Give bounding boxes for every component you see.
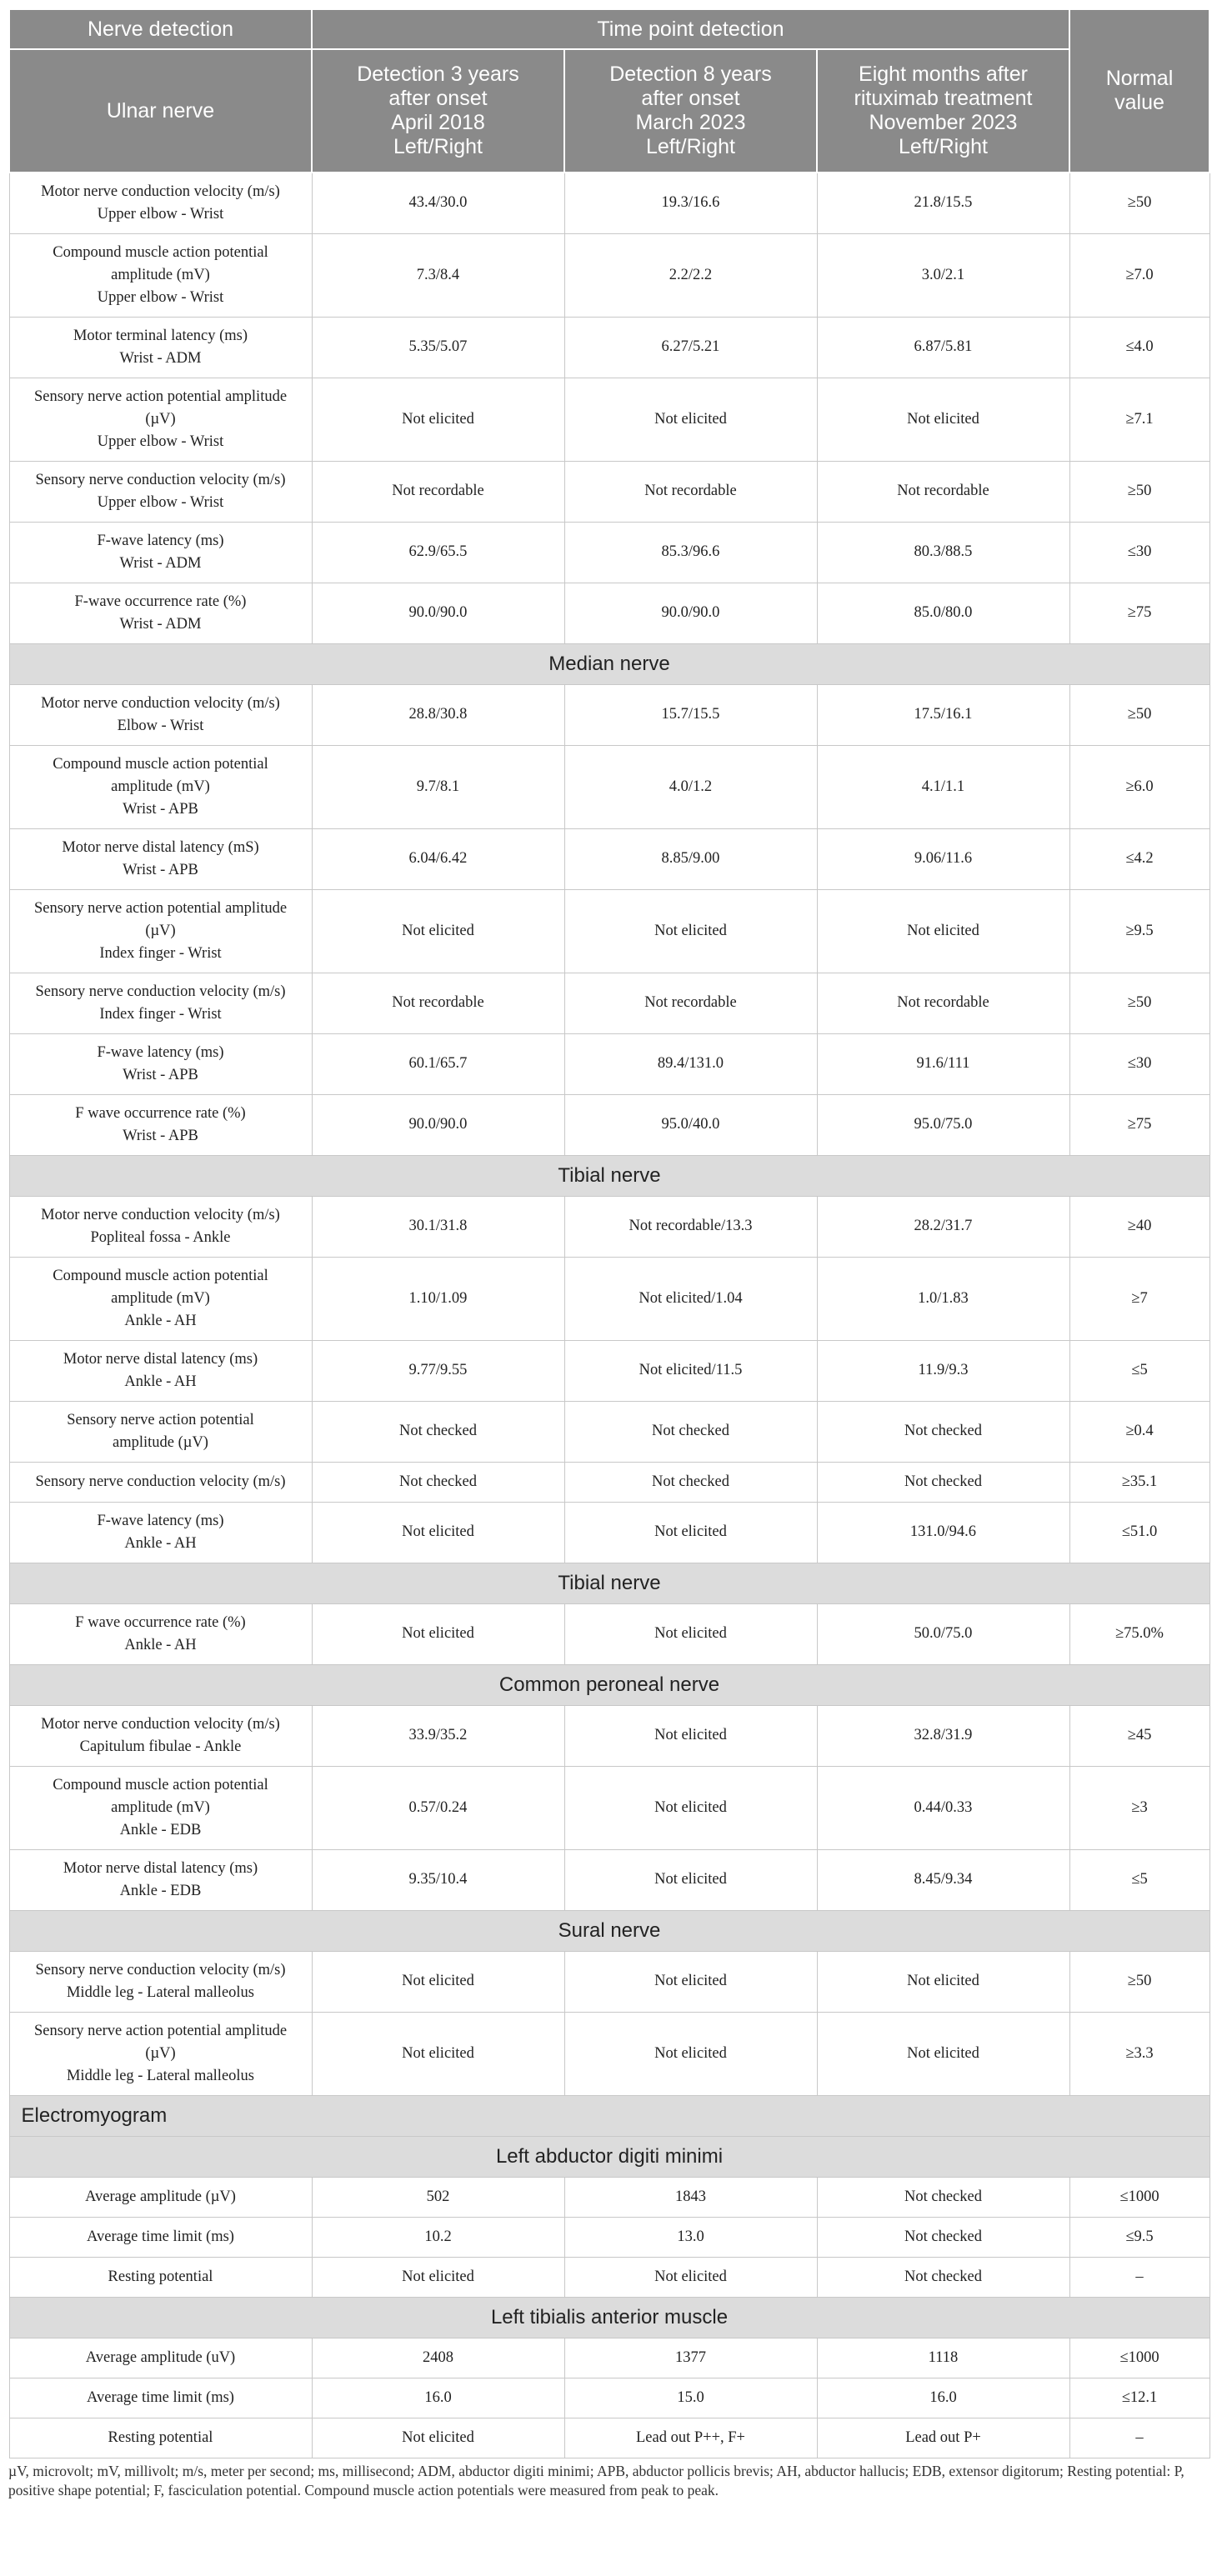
measurement-value: 60.1/65.7 — [312, 1033, 564, 1094]
parameter-label-line: F-wave latency (ms) — [97, 532, 224, 549]
parameter-label-line: Popliteal fossa - Ankle — [90, 1228, 231, 1246]
normal-value-header — [1069, 9, 1209, 173]
parameter-label-line: Wrist - APB — [123, 1127, 198, 1144]
measurement-value: 28.2/31.7 — [817, 1196, 1069, 1257]
parameter-label-line: Sensory nerve action potential — [67, 1411, 254, 1428]
parameter-label-line: (µV) — [145, 2044, 176, 2062]
measurement-value: Not recordable — [564, 461, 817, 522]
measurement-value: Not elicited — [564, 2012, 817, 2095]
measurement-value: Not elicited — [564, 1603, 817, 1664]
normal-value: ≥7.1 — [1069, 378, 1209, 461]
parameter-label — [9, 2418, 312, 2458]
measurement-value: 9.7/8.1 — [312, 745, 564, 828]
measurement-value: 9.06/11.6 — [817, 828, 1069, 889]
parameter-label-line: Elbow - Wrist — [117, 717, 204, 734]
measurement-value: Not elicited — [817, 889, 1069, 973]
parameter-label-line: amplitude (mV) — [111, 1798, 210, 1816]
parameter-label-line: Sensory nerve action potential amplitude — [33, 388, 288, 405]
parameter-label-line: Wrist - APB — [123, 1066, 198, 1083]
parameter-label — [9, 2338, 312, 2378]
measurement-value: 80.3/88.5 — [817, 522, 1069, 583]
parameter-label-line: Resting potential — [108, 2268, 213, 2285]
column-header-line: rituximab treatment — [854, 87, 1033, 110]
measurement-value: Not checked — [312, 1401, 564, 1462]
parameter-label-line: amplitude (mV) — [111, 778, 210, 795]
normal-value: ≥0.4 — [1069, 1401, 1209, 1462]
measurement-value: Not checked — [564, 1462, 817, 1502]
parameter-label-line: Motor nerve conduction velocity (m/s) — [41, 1715, 280, 1733]
parameter-label-line: Sensory nerve action potential amplitude — [33, 899, 288, 917]
column-header-line: Left/Right — [645, 135, 735, 158]
parameter-label — [9, 1705, 312, 1766]
normal-value: ≥35.1 — [1069, 1462, 1209, 1502]
table-row — [9, 1849, 1209, 1910]
normal-value: ≥3 — [1069, 1766, 1209, 1849]
normal-value: ≥7 — [1069, 1257, 1209, 1340]
parameter-label-line: Sensory nerve conduction velocity (m/s) — [35, 1473, 286, 1490]
parameter-label-line: Ankle - EDB — [119, 1821, 202, 1838]
normal-value: ≤30 — [1069, 1033, 1209, 1094]
section-header-row — [9, 1664, 1209, 1705]
measurement-value: 1377 — [564, 2338, 817, 2378]
parameter-label-line: Average amplitude (µV) — [85, 2188, 236, 2205]
table-row — [9, 173, 1209, 233]
parameter-label-line: (µV) — [145, 922, 176, 939]
parameter-label — [9, 1849, 312, 1910]
measurement-value: 3.0/2.1 — [817, 233, 1069, 317]
parameter-label-line: Sensory nerve conduction velocity (m/s) — [35, 471, 286, 488]
time-point-detection-header: Time point detection — [312, 9, 1069, 49]
measurement-value: 62.9/65.5 — [312, 522, 564, 583]
measurement-value: Not checked — [564, 1401, 817, 1462]
measurement-value: 0.44/0.33 — [817, 1766, 1069, 1849]
measurement-value: 9.35/10.4 — [312, 1849, 564, 1910]
parameter-label-line: F wave occurrence rate (%) — [75, 1104, 246, 1122]
parameter-label-line: amplitude (µV) — [113, 1433, 208, 1451]
first-section-header: Ulnar nerve — [9, 49, 312, 173]
measurement-value: 85.0/80.0 — [817, 583, 1069, 643]
parameter-label-line: Average time limit (ms) — [87, 2388, 234, 2406]
parameter-label — [9, 173, 312, 233]
measurement-value: 91.6/111 — [817, 1033, 1069, 1094]
measurement-value: Not recordable — [817, 461, 1069, 522]
measurement-value: Not checked — [817, 2177, 1069, 2217]
table-row — [9, 1603, 1209, 1664]
table-row — [9, 828, 1209, 889]
normal-value: – — [1069, 2257, 1209, 2297]
section-title: Electromyogram — [9, 2095, 1209, 2136]
normal-value-line: value — [1114, 91, 1164, 114]
table-row — [9, 2257, 1209, 2297]
parameter-label-line: Ankle - AH — [124, 1373, 197, 1390]
parameter-label-line: Wrist - APB — [123, 800, 198, 818]
measurement-value: 19.3/16.6 — [564, 173, 817, 233]
measurement-value: 16.0 — [312, 2378, 564, 2418]
table-row — [9, 317, 1209, 378]
parameter-label-line: Compound muscle action potential — [53, 755, 268, 773]
table-row — [9, 1951, 1209, 2012]
normal-value: ≥50 — [1069, 461, 1209, 522]
nerve-conduction-table — [8, 8, 1210, 2458]
measurement-value: 21.8/15.5 — [817, 173, 1069, 233]
parameter-label — [9, 828, 312, 889]
measurement-value: Not elicited — [564, 889, 817, 973]
parameter-label — [9, 1257, 312, 1340]
normal-value: ≥75 — [1069, 1094, 1209, 1155]
table-row — [9, 1462, 1209, 1502]
measurement-value: 8.85/9.00 — [564, 828, 817, 889]
nerve-detection-header: Nerve detection — [9, 9, 312, 49]
parameter-label — [9, 2012, 312, 2095]
normal-value: ≥9.5 — [1069, 889, 1209, 973]
measurement-value: Not elicited — [564, 1951, 817, 2012]
measurement-value: 90.0/90.0 — [564, 583, 817, 643]
table-body — [9, 173, 1209, 2458]
measurement-value: 1.0/1.83 — [817, 1257, 1069, 1340]
parameter-label-line: Sensory nerve conduction velocity (m/s) — [35, 983, 286, 1000]
normal-value: ≥7.0 — [1069, 233, 1209, 317]
parameter-label-line: Upper elbow - Wrist — [97, 493, 224, 511]
measurement-value: Not elicited — [817, 378, 1069, 461]
measurement-value: Not elicited — [817, 1951, 1069, 2012]
section-header-row — [9, 2297, 1209, 2338]
column-header-line: Detection 3 years — [357, 63, 519, 86]
normal-value: ≥3.3 — [1069, 2012, 1209, 2095]
parameter-label-line: Average time limit (ms) — [87, 2228, 234, 2245]
parameter-label-line: Motor nerve distal latency (ms) — [63, 1350, 258, 1368]
normal-value: – — [1069, 2418, 1209, 2458]
measurement-value: Not elicited — [312, 2418, 564, 2458]
measurement-value: 90.0/90.0 — [312, 583, 564, 643]
table-row — [9, 1033, 1209, 1094]
measurement-value: 90.0/90.0 — [312, 1094, 564, 1155]
normal-value: ≤4.2 — [1069, 828, 1209, 889]
parameter-label-line: Middle leg - Lateral malleolus — [66, 2067, 254, 2084]
parameter-label — [9, 1502, 312, 1563]
parameter-label-line: Sensory nerve action potential amplitude — [33, 2022, 288, 2039]
table-row — [9, 1401, 1209, 1462]
parameter-label — [9, 973, 312, 1033]
measurement-value: Not recordable — [564, 973, 817, 1033]
table-row — [9, 461, 1209, 522]
measurement-value: Not elicited — [564, 1849, 817, 1910]
parameter-label — [9, 889, 312, 973]
normal-value: ≤5 — [1069, 1849, 1209, 1910]
measurement-value: 95.0/40.0 — [564, 1094, 817, 1155]
parameter-label-line: Compound muscle action potential — [53, 243, 268, 261]
parameter-label-line: Ankle - AH — [124, 1312, 197, 1329]
measurement-value: 2408 — [312, 2338, 564, 2378]
measurement-value: 32.8/31.9 — [817, 1705, 1069, 1766]
normal-value: ≤30 — [1069, 522, 1209, 583]
column-header-line: after onset — [641, 87, 740, 110]
measurement-value: 50.0/75.0 — [817, 1603, 1069, 1664]
parameter-label — [9, 2217, 312, 2257]
column-header-line: after onset — [388, 87, 488, 110]
column-header-line: March 2023 — [635, 111, 746, 134]
normal-value: ≥6.0 — [1069, 745, 1209, 828]
parameter-label-line: Compound muscle action potential — [53, 1776, 268, 1793]
column-header-line: Left/Right — [393, 135, 483, 158]
parameter-label — [9, 1462, 312, 1502]
table-row — [9, 2418, 1209, 2458]
table-row — [9, 1502, 1209, 1563]
measurement-value: Not recordable — [817, 973, 1069, 1033]
parameter-label — [9, 317, 312, 378]
table-row — [9, 1340, 1209, 1401]
parameter-label-line: Upper elbow - Wrist — [97, 433, 224, 450]
measurement-value: 85.3/96.6 — [564, 522, 817, 583]
measurement-value: 8.45/9.34 — [817, 1849, 1069, 1910]
measurement-value: Not recordable/13.3 — [564, 1196, 817, 1257]
parameter-label-line: Motor nerve distal latency (mS) — [62, 838, 259, 856]
parameter-label-line: Ankle - EDB — [119, 1882, 202, 1899]
table-row — [9, 1094, 1209, 1155]
normal-value: ≤51.0 — [1069, 1502, 1209, 1563]
measurement-value: Not checked — [312, 1462, 564, 1502]
measurement-value: Not elicited — [312, 1951, 564, 2012]
column-header-line: April 2018 — [391, 111, 485, 134]
parameter-label-line: F wave occurrence rate (%) — [75, 1613, 246, 1631]
measurement-value: Not elicited — [312, 2012, 564, 2095]
table-row — [9, 2012, 1209, 2095]
parameter-label-line: (µV) — [145, 410, 176, 428]
normal-value: ≥50 — [1069, 973, 1209, 1033]
parameter-label — [9, 461, 312, 522]
measurement-value: 15.7/15.5 — [564, 684, 817, 745]
parameter-label-line: Average amplitude (uV) — [85, 2348, 236, 2366]
parameter-label-line: Ankle - AH — [124, 1636, 197, 1653]
column-header-2023-march — [564, 49, 817, 173]
measurement-value: 5.35/5.07 — [312, 317, 564, 378]
measurement-value: Not elicited/11.5 — [564, 1340, 817, 1401]
parameter-label-line: Compound muscle action potential — [53, 1267, 268, 1284]
parameter-label — [9, 1766, 312, 1849]
table-row — [9, 378, 1209, 461]
parameter-label — [9, 1196, 312, 1257]
measurement-value: 89.4/131.0 — [564, 1033, 817, 1094]
parameter-label-line: Resting potential — [108, 2428, 213, 2446]
parameter-label — [9, 378, 312, 461]
parameter-label-line: Upper elbow - Wrist — [97, 288, 224, 306]
measurement-value: Not elicited — [564, 1502, 817, 1563]
measurement-value: 7.3/8.4 — [312, 233, 564, 317]
parameter-label — [9, 1340, 312, 1401]
measurement-value: 131.0/94.6 — [817, 1502, 1069, 1563]
table-row — [9, 889, 1209, 973]
measurement-value: 95.0/75.0 — [817, 1094, 1069, 1155]
normal-value: ≥50 — [1069, 1951, 1209, 2012]
parameter-label — [9, 1951, 312, 2012]
table-row — [9, 2217, 1209, 2257]
parameter-label-line: amplitude (mV) — [111, 266, 210, 283]
measurement-value: 15.0 — [564, 2378, 817, 2418]
parameter-label-line: Wrist - APB — [123, 861, 198, 878]
section-header-row — [9, 2095, 1209, 2136]
parameter-label — [9, 522, 312, 583]
measurement-value: 6.87/5.81 — [817, 317, 1069, 378]
parameter-label-line: Motor nerve conduction velocity (m/s) — [41, 1206, 280, 1223]
measurement-value: Not elicited — [564, 378, 817, 461]
parameter-label-line: Wrist - ADM — [119, 349, 202, 367]
parameter-label-line: Index finger - Wrist — [99, 1005, 222, 1023]
table-row — [9, 2177, 1209, 2217]
parameter-label-line: F-wave latency (ms) — [97, 1512, 224, 1529]
measurement-value: 4.0/1.2 — [564, 745, 817, 828]
parameter-label-line: amplitude (mV) — [111, 1289, 210, 1307]
column-header-line: November 2023 — [869, 111, 1018, 134]
column-header-line: Detection 8 years — [609, 63, 772, 86]
parameter-label — [9, 1033, 312, 1094]
section-title: Median nerve — [9, 643, 1209, 684]
normal-value: ≤5 — [1069, 1340, 1209, 1401]
normal-value-line: Normal — [1105, 67, 1174, 90]
column-header-line: Left/Right — [898, 135, 988, 158]
normal-value: ≤4.0 — [1069, 317, 1209, 378]
measurement-value: Not elicited — [312, 378, 564, 461]
normal-value: ≤1000 — [1069, 2338, 1209, 2378]
measurement-value: 2.2/2.2 — [564, 233, 817, 317]
measurement-value: Not elicited — [564, 1766, 817, 1849]
measurement-value: Lead out P++, F+ — [564, 2418, 817, 2458]
table-row — [9, 745, 1209, 828]
section-title: Tibial nerve — [9, 1155, 1209, 1196]
measurement-value: Lead out P+ — [817, 2418, 1069, 2458]
parameter-label-line: Motor nerve distal latency (ms) — [63, 1859, 258, 1877]
section-header-row — [9, 1563, 1209, 1603]
table-row — [9, 1766, 1209, 1849]
measurement-value: Not elicited — [817, 2012, 1069, 2095]
section-header-row — [9, 643, 1209, 684]
parameter-label — [9, 1603, 312, 1664]
parameter-label — [9, 2177, 312, 2217]
measurement-value: 1.10/1.09 — [312, 1257, 564, 1340]
normal-value: ≥40 — [1069, 1196, 1209, 1257]
measurement-value: Not elicited/1.04 — [564, 1257, 817, 1340]
parameter-label-line: Wrist - ADM — [119, 554, 202, 572]
table-row — [9, 2378, 1209, 2418]
measurement-value: 30.1/31.8 — [312, 1196, 564, 1257]
column-header-2018 — [312, 49, 564, 173]
table-container — [8, 8, 1209, 2500]
parameter-label-line: F-wave latency (ms) — [97, 1043, 224, 1061]
parameter-label-line: Middle leg - Lateral malleolus — [66, 1983, 254, 2001]
normal-value: ≥75.0% — [1069, 1603, 1209, 1664]
measurement-value: 11.9/9.3 — [817, 1340, 1069, 1401]
table-footnote: µV, microvolt; mV, millivolt; m/s, meter per second; ms, millisecond; ADM, abductor digiti minimi; APB, abductor pollicis brevis; AH, abductor hallucis; EDB, extensor digitorum; Resting potential: P, positive shape potential; F, fasciculation potential. Compound muscle action potentials were measured from peak to peak. — [8, 2462, 1184, 2498]
measurement-value: Not recordable — [312, 973, 564, 1033]
table-header — [9, 9, 1209, 173]
normal-value: ≤12.1 — [1069, 2378, 1209, 2418]
measurement-value: Not checked — [817, 2257, 1069, 2297]
table-row — [9, 233, 1209, 317]
column-header-2023-november — [817, 49, 1069, 173]
measurement-value: 13.0 — [564, 2217, 817, 2257]
measurement-value: Not checked — [817, 1401, 1069, 1462]
parameter-label — [9, 583, 312, 643]
table-row — [9, 973, 1209, 1033]
parameter-label-line: Wrist - ADM — [119, 615, 202, 633]
parameter-label-line: Motor nerve conduction velocity (m/s) — [41, 183, 280, 200]
measurement-value: Not elicited — [312, 889, 564, 973]
normal-value: ≥75 — [1069, 583, 1209, 643]
table-row — [9, 583, 1209, 643]
parameter-label — [9, 2257, 312, 2297]
parameter-label-line: Ankle - AH — [124, 1534, 197, 1552]
measurement-value: 4.1/1.1 — [817, 745, 1069, 828]
measurement-value: 43.4/30.0 — [312, 173, 564, 233]
measurement-value: 6.04/6.42 — [312, 828, 564, 889]
section-header-row — [9, 2136, 1209, 2177]
table-row — [9, 2338, 1209, 2378]
section-title: Common peroneal nerve — [9, 1664, 1209, 1705]
parameter-label — [9, 745, 312, 828]
measurement-value: Not elicited — [564, 2257, 817, 2297]
section-header-row — [9, 1155, 1209, 1196]
normal-value: ≥45 — [1069, 1705, 1209, 1766]
parameter-label-line: Index finger - Wrist — [99, 944, 222, 962]
measurement-value: 17.5/16.1 — [817, 684, 1069, 745]
normal-value: ≤9.5 — [1069, 2217, 1209, 2257]
normal-value: ≤1000 — [1069, 2177, 1209, 2217]
table-row — [9, 684, 1209, 745]
parameter-label-line: F-wave occurrence rate (%) — [74, 593, 247, 610]
parameter-label-line: Upper elbow - Wrist — [97, 205, 224, 223]
measurement-value: Not checked — [817, 1462, 1069, 1502]
parameter-label — [9, 1401, 312, 1462]
normal-value: ≥50 — [1069, 684, 1209, 745]
parameter-label — [9, 684, 312, 745]
measurement-value: 1118 — [817, 2338, 1069, 2378]
measurement-value: 502 — [312, 2177, 564, 2217]
measurement-value: 9.77/9.55 — [312, 1340, 564, 1401]
parameter-label — [9, 2378, 312, 2418]
measurement-value: 10.2 — [312, 2217, 564, 2257]
measurement-value: Not checked — [817, 2217, 1069, 2257]
table-row — [9, 1257, 1209, 1340]
normal-value: ≥50 — [1069, 173, 1209, 233]
section-title: Tibial nerve — [9, 1563, 1209, 1603]
measurement-value: 28.8/30.8 — [312, 684, 564, 745]
measurement-value: Not elicited — [312, 1603, 564, 1664]
section-title: Left abductor digiti minimi — [9, 2136, 1209, 2177]
parameter-label-line: Motor nerve conduction velocity (m/s) — [41, 694, 280, 712]
measurement-value: 6.27/5.21 — [564, 317, 817, 378]
column-header-line: Eight months after — [859, 63, 1028, 86]
measurement-value: Not elicited — [564, 1705, 817, 1766]
section-title: Left tibialis anterior muscle — [9, 2297, 1209, 2338]
measurement-value: 33.9/35.2 — [312, 1705, 564, 1766]
measurement-value: Not elicited — [312, 1502, 564, 1563]
section-title: Sural nerve — [9, 1910, 1209, 1951]
parameter-label — [9, 1094, 312, 1155]
table-row — [9, 522, 1209, 583]
section-header-row — [9, 1910, 1209, 1951]
parameter-label-line: Capitulum fibulae - Ankle — [79, 1738, 242, 1755]
measurement-value: 16.0 — [817, 2378, 1069, 2418]
table-row — [9, 1705, 1209, 1766]
measurement-value: 1843 — [564, 2177, 817, 2217]
measurement-value: Not elicited — [312, 2257, 564, 2297]
table-row — [9, 1196, 1209, 1257]
measurement-value: Not recordable — [312, 461, 564, 522]
parameter-label — [9, 233, 312, 317]
measurement-value: 0.57/0.24 — [312, 1766, 564, 1849]
parameter-label-line: Sensory nerve conduction velocity (m/s) — [35, 1961, 286, 1978]
parameter-label-line: Motor terminal latency (ms) — [73, 327, 248, 344]
